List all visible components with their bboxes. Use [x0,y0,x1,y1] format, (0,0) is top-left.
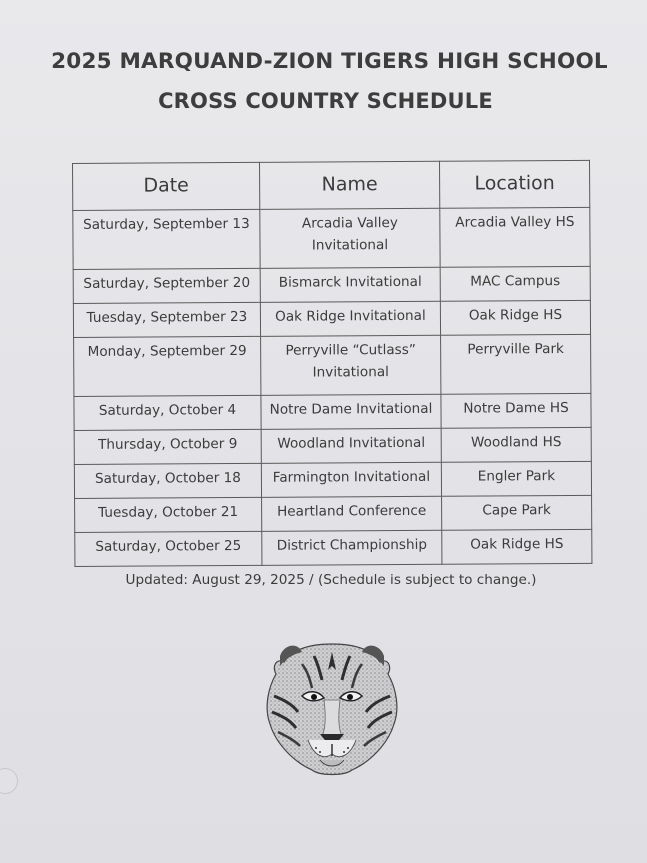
row-location: Oak Ridge HS [442,529,592,564]
row-date: Tuesday, October 21 [75,497,262,532]
row-date: Thursday, October 9 [74,429,261,464]
table-row [73,266,590,303]
row-name: Woodland Invitational [261,428,441,463]
row-location: Notre Dame HS [441,393,591,428]
row-name: Arcadia Valley Invitational [260,208,440,268]
header-row [73,160,590,210]
school-title: 2025 MARQUAND-ZION TIGERS HIGH SCHOOL [51,49,608,74]
table-row [73,207,590,269]
column-header-name: Name [259,161,439,209]
row-name: District Championship [262,530,442,565]
row-location: MAC Campus [440,266,590,301]
row-date: Monday, September 29 [74,336,261,396]
table-row [74,427,591,464]
row-date: Saturday, October 4 [74,395,261,430]
row-location: Arcadia Valley HS [440,207,590,267]
row-name: Perryville “Cutlass” Invitational [261,335,441,395]
column-header-date: Date [73,162,260,210]
schedule-title: CROSS COUNTRY SCHEDULE [158,89,493,113]
row-name: Farmington Invitational [261,462,441,497]
row-name: Oak Ridge Invitational [260,301,440,336]
table-row [75,495,592,532]
row-date: Saturday, October 18 [74,463,261,498]
row-location: Cape Park [442,495,592,530]
row-name: Notre Dame Invitational [261,394,441,429]
column-header-location: Location [439,160,589,208]
row-date: Saturday, October 25 [75,531,262,566]
punch-hole [0,768,18,794]
row-location: Engler Park [441,461,591,496]
row-date: Saturday, September 13 [73,209,260,269]
tiger-head-icon [262,636,402,781]
row-date: Tuesday, September 23 [73,302,260,337]
table-row [73,300,590,337]
table-row [74,461,591,498]
row-location: Oak Ridge HS [440,300,590,335]
schedule-table [72,160,592,567]
table-row [75,529,592,566]
row-name: Bismarck Invitational [260,267,440,302]
updated-note: Updated: August 29, 2025 / (Schedule is subject to change.) [125,572,537,588]
table-row [74,334,591,396]
row-location: Woodland HS [441,427,591,462]
row-name: Heartland Conference [262,496,442,531]
table-row [74,393,591,430]
row-location: Perryville Park [441,334,591,394]
row-date: Saturday, September 20 [73,268,260,303]
